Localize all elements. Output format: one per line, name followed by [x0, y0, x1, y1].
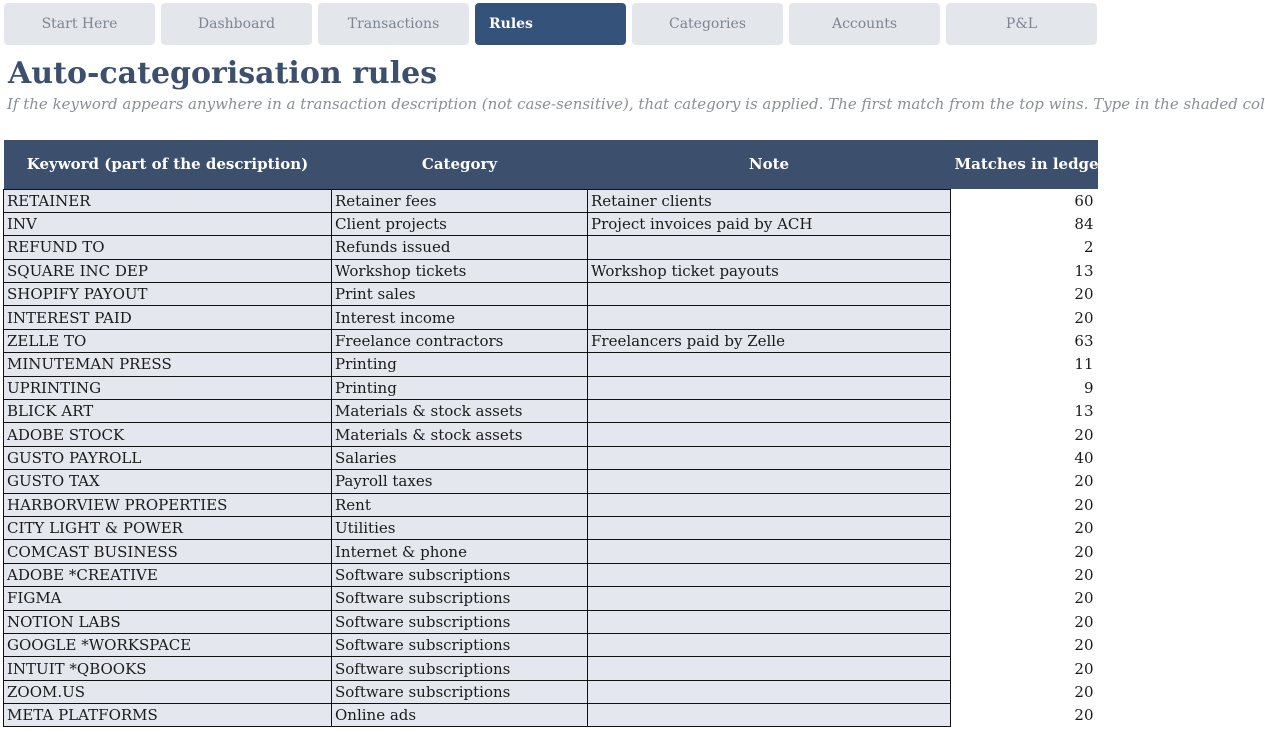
category-cell[interactable]: Client projects: [332, 212, 588, 235]
keyword-cell[interactable]: HARBORVIEW PROPERTIES: [4, 493, 332, 516]
table-row: [4, 329, 1098, 352]
matches-cell: 11: [951, 353, 1098, 376]
keyword-cell[interactable]: ZELLE TO: [4, 329, 332, 352]
note-cell[interactable]: [588, 633, 951, 656]
table-row: [4, 236, 1098, 259]
matches-cell: 20: [951, 610, 1098, 633]
table-row: [4, 610, 1098, 633]
note-cell[interactable]: [588, 540, 951, 563]
category-cell[interactable]: Software subscriptions: [332, 657, 588, 680]
table-row: [4, 680, 1098, 703]
note-cell[interactable]: [588, 423, 951, 446]
rules-table: [3, 140, 1107, 727]
column-header-note: Note: [588, 140, 951, 189]
matches-cell: 13: [951, 259, 1098, 282]
keyword-cell[interactable]: GOOGLE *WORKSPACE: [4, 633, 332, 656]
category-cell[interactable]: Freelance contractors: [332, 329, 588, 352]
category-cell[interactable]: Salaries: [332, 446, 588, 469]
category-cell[interactable]: Materials & stock assets: [332, 423, 588, 446]
tab-pnl[interactable]: P&L: [946, 3, 1097, 45]
keyword-cell[interactable]: RETAINER: [4, 189, 332, 212]
matches-cell: 63: [951, 329, 1098, 352]
table-row: [4, 189, 1098, 212]
page-title: Auto-categorisation rules: [8, 56, 438, 91]
keyword-cell[interactable]: INTUIT *QBOOKS: [4, 657, 332, 680]
note-cell[interactable]: [588, 516, 951, 539]
table-row: [4, 657, 1098, 680]
note-cell[interactable]: [588, 680, 951, 703]
matches-cell: 20: [951, 423, 1098, 446]
table-row: [4, 470, 1098, 493]
tab-bar: [0, 0, 1100, 48]
category-cell[interactable]: Software subscriptions: [332, 633, 588, 656]
keyword-cell[interactable]: SQUARE INC DEP: [4, 259, 332, 282]
tab-accounts[interactable]: Accounts: [789, 3, 940, 45]
note-cell[interactable]: [588, 376, 951, 399]
table-row: [4, 540, 1098, 563]
table-row: [4, 423, 1098, 446]
note-cell[interactable]: [588, 610, 951, 633]
matches-cell: 20: [951, 704, 1098, 727]
category-cell[interactable]: Print sales: [332, 283, 588, 306]
matches-cell: 13: [951, 400, 1098, 423]
table-row: [4, 563, 1098, 586]
table-row: [4, 516, 1098, 539]
table-row: [4, 446, 1098, 469]
matches-cell: 20: [951, 516, 1098, 539]
tab-dashboard[interactable]: Dashboard: [161, 3, 312, 45]
category-cell[interactable]: Refunds issued: [332, 236, 588, 259]
note-cell[interactable]: [588, 446, 951, 469]
note-cell[interactable]: [588, 306, 951, 329]
matches-cell: 9: [951, 376, 1098, 399]
matches-cell: 2: [951, 236, 1098, 259]
category-cell[interactable]: Online ads: [332, 704, 588, 727]
matches-cell: 20: [951, 470, 1098, 493]
note-cell[interactable]: [588, 563, 951, 586]
note-cell[interactable]: Freelancers paid by Zelle: [588, 329, 951, 352]
keyword-cell[interactable]: CITY LIGHT & POWER: [4, 516, 332, 539]
matches-cell: 20: [951, 563, 1098, 586]
note-cell[interactable]: Project invoices paid by ACH: [588, 212, 951, 235]
column-header-matches: Matches in ledger: [951, 140, 1098, 189]
keyword-cell[interactable]: BLICK ART: [4, 400, 332, 423]
table-row: [4, 633, 1098, 656]
table-row: [4, 376, 1098, 399]
category-cell[interactable]: Utilities: [332, 516, 588, 539]
table-row: [4, 306, 1098, 329]
table-row: [4, 283, 1098, 306]
note-cell[interactable]: Workshop ticket payouts: [588, 259, 951, 282]
keyword-cell[interactable]: INTEREST PAID: [4, 306, 332, 329]
category-cell[interactable]: Software subscriptions: [332, 563, 588, 586]
category-cell[interactable]: Materials & stock assets: [332, 400, 588, 423]
table-row: [4, 353, 1098, 376]
note-cell[interactable]: [588, 353, 951, 376]
category-cell[interactable]: Printing: [332, 353, 588, 376]
keyword-cell[interactable]: SHOPIFY PAYOUT: [4, 283, 332, 306]
keyword-cell[interactable]: COMCAST BUSINESS: [4, 540, 332, 563]
keyword-cell[interactable]: INV: [4, 212, 332, 235]
table-row: [4, 704, 1098, 727]
category-cell[interactable]: Workshop tickets: [332, 259, 588, 282]
keyword-cell[interactable]: UPRINTING: [4, 376, 332, 399]
category-cell[interactable]: Software subscriptions: [332, 610, 588, 633]
table-row: [4, 259, 1098, 282]
table-row: [4, 212, 1098, 235]
page-subtitle: If the keyword appears anywhere in a transaction description (not case-sensitive), that category is applied. The first match from the top wins. Type in the shaded col: [7, 95, 1265, 113]
tab-start-here[interactable]: Start Here: [4, 3, 155, 45]
matches-cell: 40: [951, 446, 1098, 469]
keyword-cell[interactable]: REFUND TO: [4, 236, 332, 259]
keyword-cell[interactable]: FIGMA: [4, 587, 332, 610]
matches-cell: 20: [951, 493, 1098, 516]
keyword-cell[interactable]: ZOOM.US: [4, 680, 332, 703]
column-header-keyword: Keyword (part of the description): [4, 140, 332, 189]
category-cell[interactable]: Retainer fees: [332, 189, 588, 212]
note-cell[interactable]: [588, 400, 951, 423]
note-cell[interactable]: [588, 657, 951, 680]
matches-cell: 84: [951, 212, 1098, 235]
matches-cell: 20: [951, 306, 1098, 329]
rules-table-body: [4, 189, 1098, 727]
matches-cell: 20: [951, 540, 1098, 563]
note-cell[interactable]: [588, 493, 951, 516]
category-cell[interactable]: Software subscriptions: [332, 680, 588, 703]
keyword-cell[interactable]: GUSTO TAX: [4, 470, 332, 493]
keyword-cell[interactable]: META PLATFORMS: [4, 704, 332, 727]
keyword-cell[interactable]: ADOBE STOCK: [4, 423, 332, 446]
note-cell[interactable]: [588, 470, 951, 493]
matches-cell: 20: [951, 657, 1098, 680]
keyword-cell[interactable]: NOTION LABS: [4, 610, 332, 633]
note-cell[interactable]: [588, 704, 951, 727]
table-row: [4, 587, 1098, 610]
matches-cell: 20: [951, 680, 1098, 703]
note-cell[interactable]: [588, 236, 951, 259]
category-cell[interactable]: Printing: [332, 376, 588, 399]
category-cell[interactable]: Payroll taxes: [332, 470, 588, 493]
tab-categories[interactable]: Categories: [632, 3, 783, 45]
column-header-category: Category: [332, 140, 588, 189]
note-cell[interactable]: [588, 283, 951, 306]
tab-rules[interactable]: Rules: [475, 3, 626, 45]
table-row: [4, 400, 1098, 423]
note-cell[interactable]: [588, 587, 951, 610]
keyword-cell[interactable]: GUSTO PAYROLL: [4, 446, 332, 469]
category-cell[interactable]: Software subscriptions: [332, 587, 588, 610]
matches-cell: 20: [951, 633, 1098, 656]
category-cell[interactable]: Rent: [332, 493, 588, 516]
tab-transactions[interactable]: Transactions: [318, 3, 469, 45]
matches-cell: 20: [951, 587, 1098, 610]
table-row: [4, 493, 1098, 516]
category-cell[interactable]: Interest income: [332, 306, 588, 329]
matches-cell: 20: [951, 283, 1098, 306]
keyword-cell[interactable]: MINUTEMAN PRESS: [4, 353, 332, 376]
keyword-cell[interactable]: ADOBE *CREATIVE: [4, 563, 332, 586]
note-cell[interactable]: Retainer clients: [588, 189, 951, 212]
category-cell[interactable]: Internet & phone: [332, 540, 588, 563]
table-header-row: [4, 140, 1098, 189]
matches-cell: 60: [951, 189, 1098, 212]
